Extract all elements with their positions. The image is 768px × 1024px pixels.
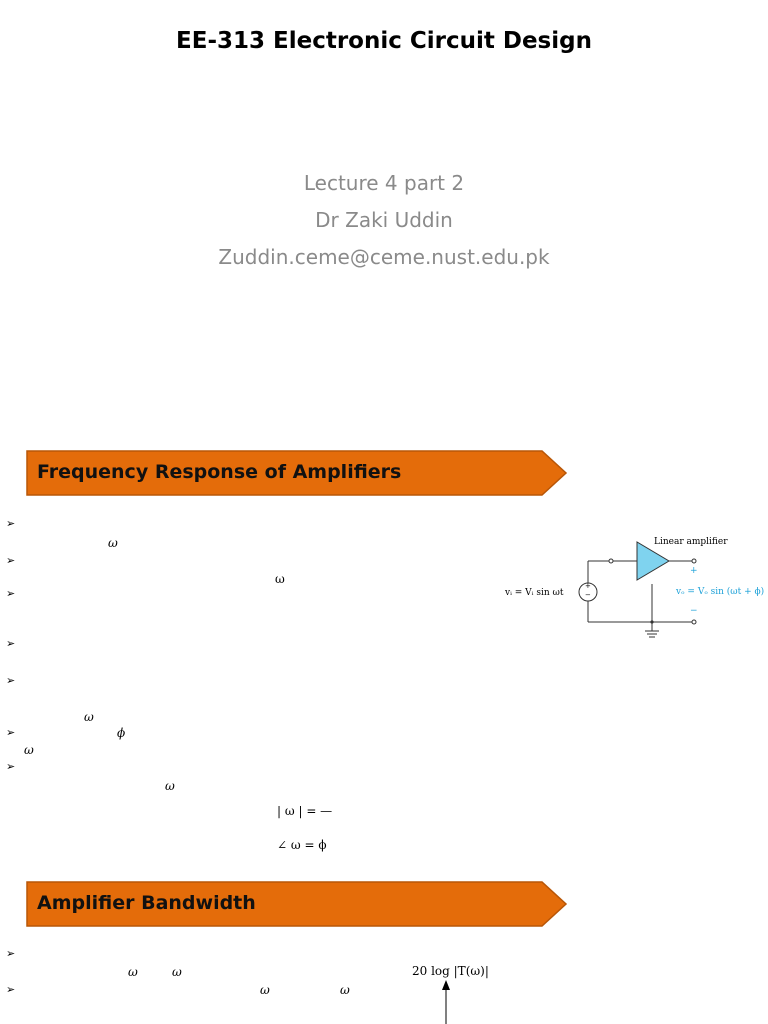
bullet-marker: ➢ bbox=[6, 948, 16, 960]
linear-amplifier-circuit bbox=[505, 532, 768, 644]
graph-y-axis-arrow bbox=[440, 980, 452, 1024]
omega-symbol: ω bbox=[260, 983, 270, 997]
bullet-marker: ➢ bbox=[6, 727, 16, 739]
input-signal-label: vᵢ = Vᵢ sin ωt bbox=[505, 588, 564, 598]
bullet-marker: ➢ bbox=[6, 984, 16, 996]
source-plus-sign: + bbox=[585, 582, 591, 590]
omega-symbol: ω bbox=[172, 965, 182, 979]
phi-symbol: ϕ bbox=[117, 726, 126, 740]
omega-symbol: ω bbox=[165, 779, 175, 793]
bullet-marker: ➢ bbox=[6, 761, 16, 773]
bullet-marker: ➢ bbox=[6, 588, 16, 600]
output-plus-sign: + bbox=[690, 566, 698, 576]
lecture-label: Lecture 4 part 2 bbox=[303, 171, 465, 195]
omega-symbol: ω bbox=[128, 965, 138, 979]
section-heading: Frequency Response of Amplifiers bbox=[37, 461, 402, 483]
output-minus-sign: − bbox=[690, 606, 698, 616]
section-heading: Amplifier Bandwidth bbox=[37, 892, 256, 914]
bullet-marker: ➢ bbox=[6, 675, 16, 687]
output-signal-label: vₒ = Vₒ sin (ωt + ϕ) bbox=[676, 587, 765, 597]
magnitude-equation: | ω | = — bbox=[277, 804, 333, 818]
slide-title: EE-313 Electronic Circuit Design bbox=[176, 28, 592, 54]
omega-symbol: ω bbox=[24, 743, 34, 757]
bullet-marker: ➢ bbox=[6, 518, 16, 530]
source-minus-sign: − bbox=[585, 591, 591, 599]
omega-symbol: ω bbox=[340, 983, 350, 997]
graph-y-axis-label: 20 log |T(ω)| bbox=[412, 964, 489, 978]
bullet-marker: ➢ bbox=[6, 638, 16, 650]
section-banner-frequency-response bbox=[26, 450, 568, 496]
section-banner-amplifier-bandwidth bbox=[26, 881, 568, 927]
bullet-marker: ➢ bbox=[6, 555, 16, 567]
omega-symbol: ω bbox=[275, 572, 285, 586]
author-email: Zuddin.ceme@ceme.nust.edu.pk bbox=[218, 245, 550, 269]
omega-symbol: ω bbox=[108, 536, 118, 550]
circuit-title: Linear amplifier bbox=[654, 537, 728, 547]
phase-equation: ∠ ω = ϕ bbox=[277, 838, 327, 852]
author-name: Dr Zaki Uddin bbox=[315, 208, 453, 232]
omega-symbol: ω bbox=[84, 710, 94, 724]
